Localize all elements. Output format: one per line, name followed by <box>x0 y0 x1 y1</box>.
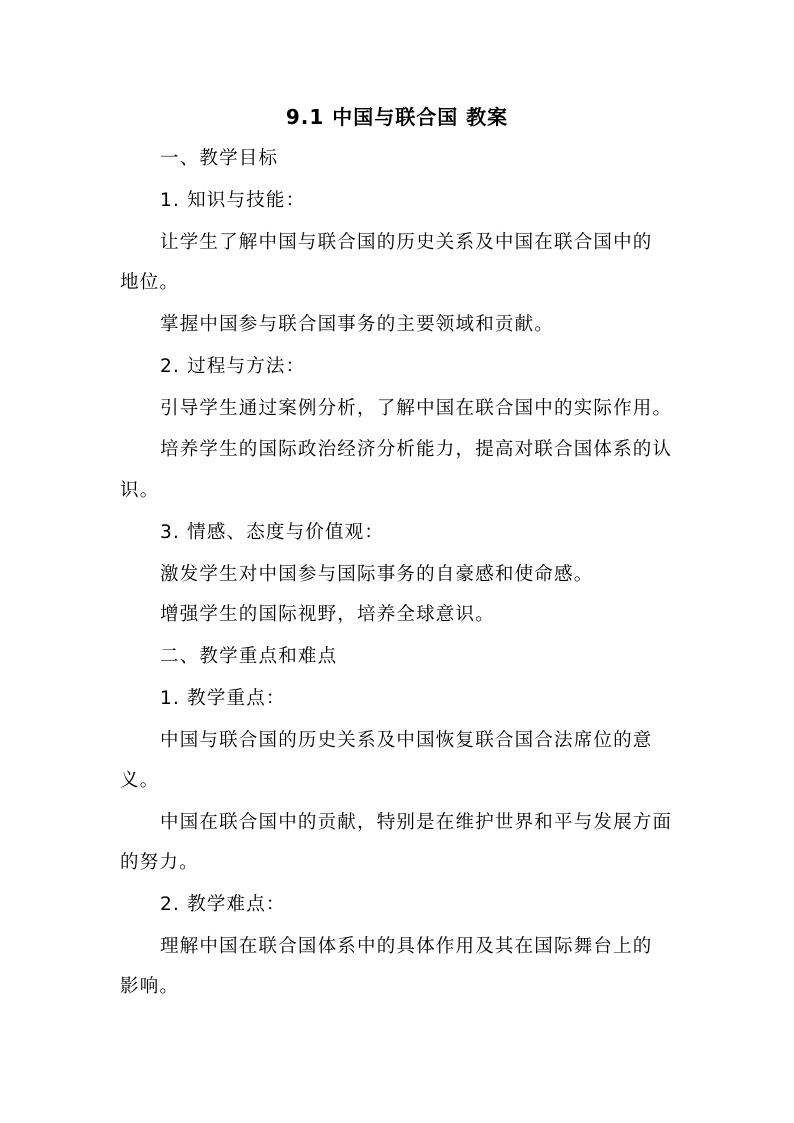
paragraph-line: 掌握中国参与联合国事务的主要领域和贡献。 <box>160 314 555 335</box>
subheading-teaching-focus: 1. 教学重点： <box>160 688 286 709</box>
section-heading-objectives: 一、教学目标 <box>160 148 279 169</box>
paragraph-line: 增强学生的国际视野，培养全球意识。 <box>160 604 495 625</box>
paragraph-line: 让学生了解中国与联合国的历史关系及中国在联合国中的 <box>160 232 653 253</box>
document-title: 9.1 中国与联合国 教案 <box>285 105 509 129</box>
paragraph-line: 的努力。 <box>120 852 199 873</box>
paragraph-line: 理解中国在联合国体系中的具体作用及其在国际舞台上的 <box>160 936 653 957</box>
paragraph-line: 义。 <box>120 770 160 791</box>
paragraph-line: 培养学生的国际政治经济分析能力，提高对联合国体系的认 <box>160 439 673 460</box>
paragraph-line: 地位。 <box>120 272 180 293</box>
paragraph-line: 中国在联合国中的贡献，特别是在维护世界和平与发展方面 <box>160 812 673 833</box>
paragraph-line: 影响。 <box>120 976 180 997</box>
subheading-process-method: 2. 过程与方法： <box>160 356 306 377</box>
paragraph-line: 识。 <box>120 480 160 501</box>
paragraph-line: 中国与联合国的历史关系及中国恢复联合国合法席位的意 <box>160 730 653 751</box>
paragraph-line: 激发学生对中国参与国际事务的自豪感和使命感。 <box>160 564 594 585</box>
subheading-knowledge-skills: 1. 知识与技能： <box>160 190 306 211</box>
paragraph-line: 引导学生通过案例分析，了解中国在联合国中的实际作用。 <box>160 398 673 419</box>
subheading-teaching-difficulty: 2. 教学难点： <box>160 894 286 915</box>
subheading-emotion-values: 3. 情感、态度与价值观： <box>160 522 385 543</box>
section-heading-key-points: 二、教学重点和难点 <box>160 646 338 667</box>
